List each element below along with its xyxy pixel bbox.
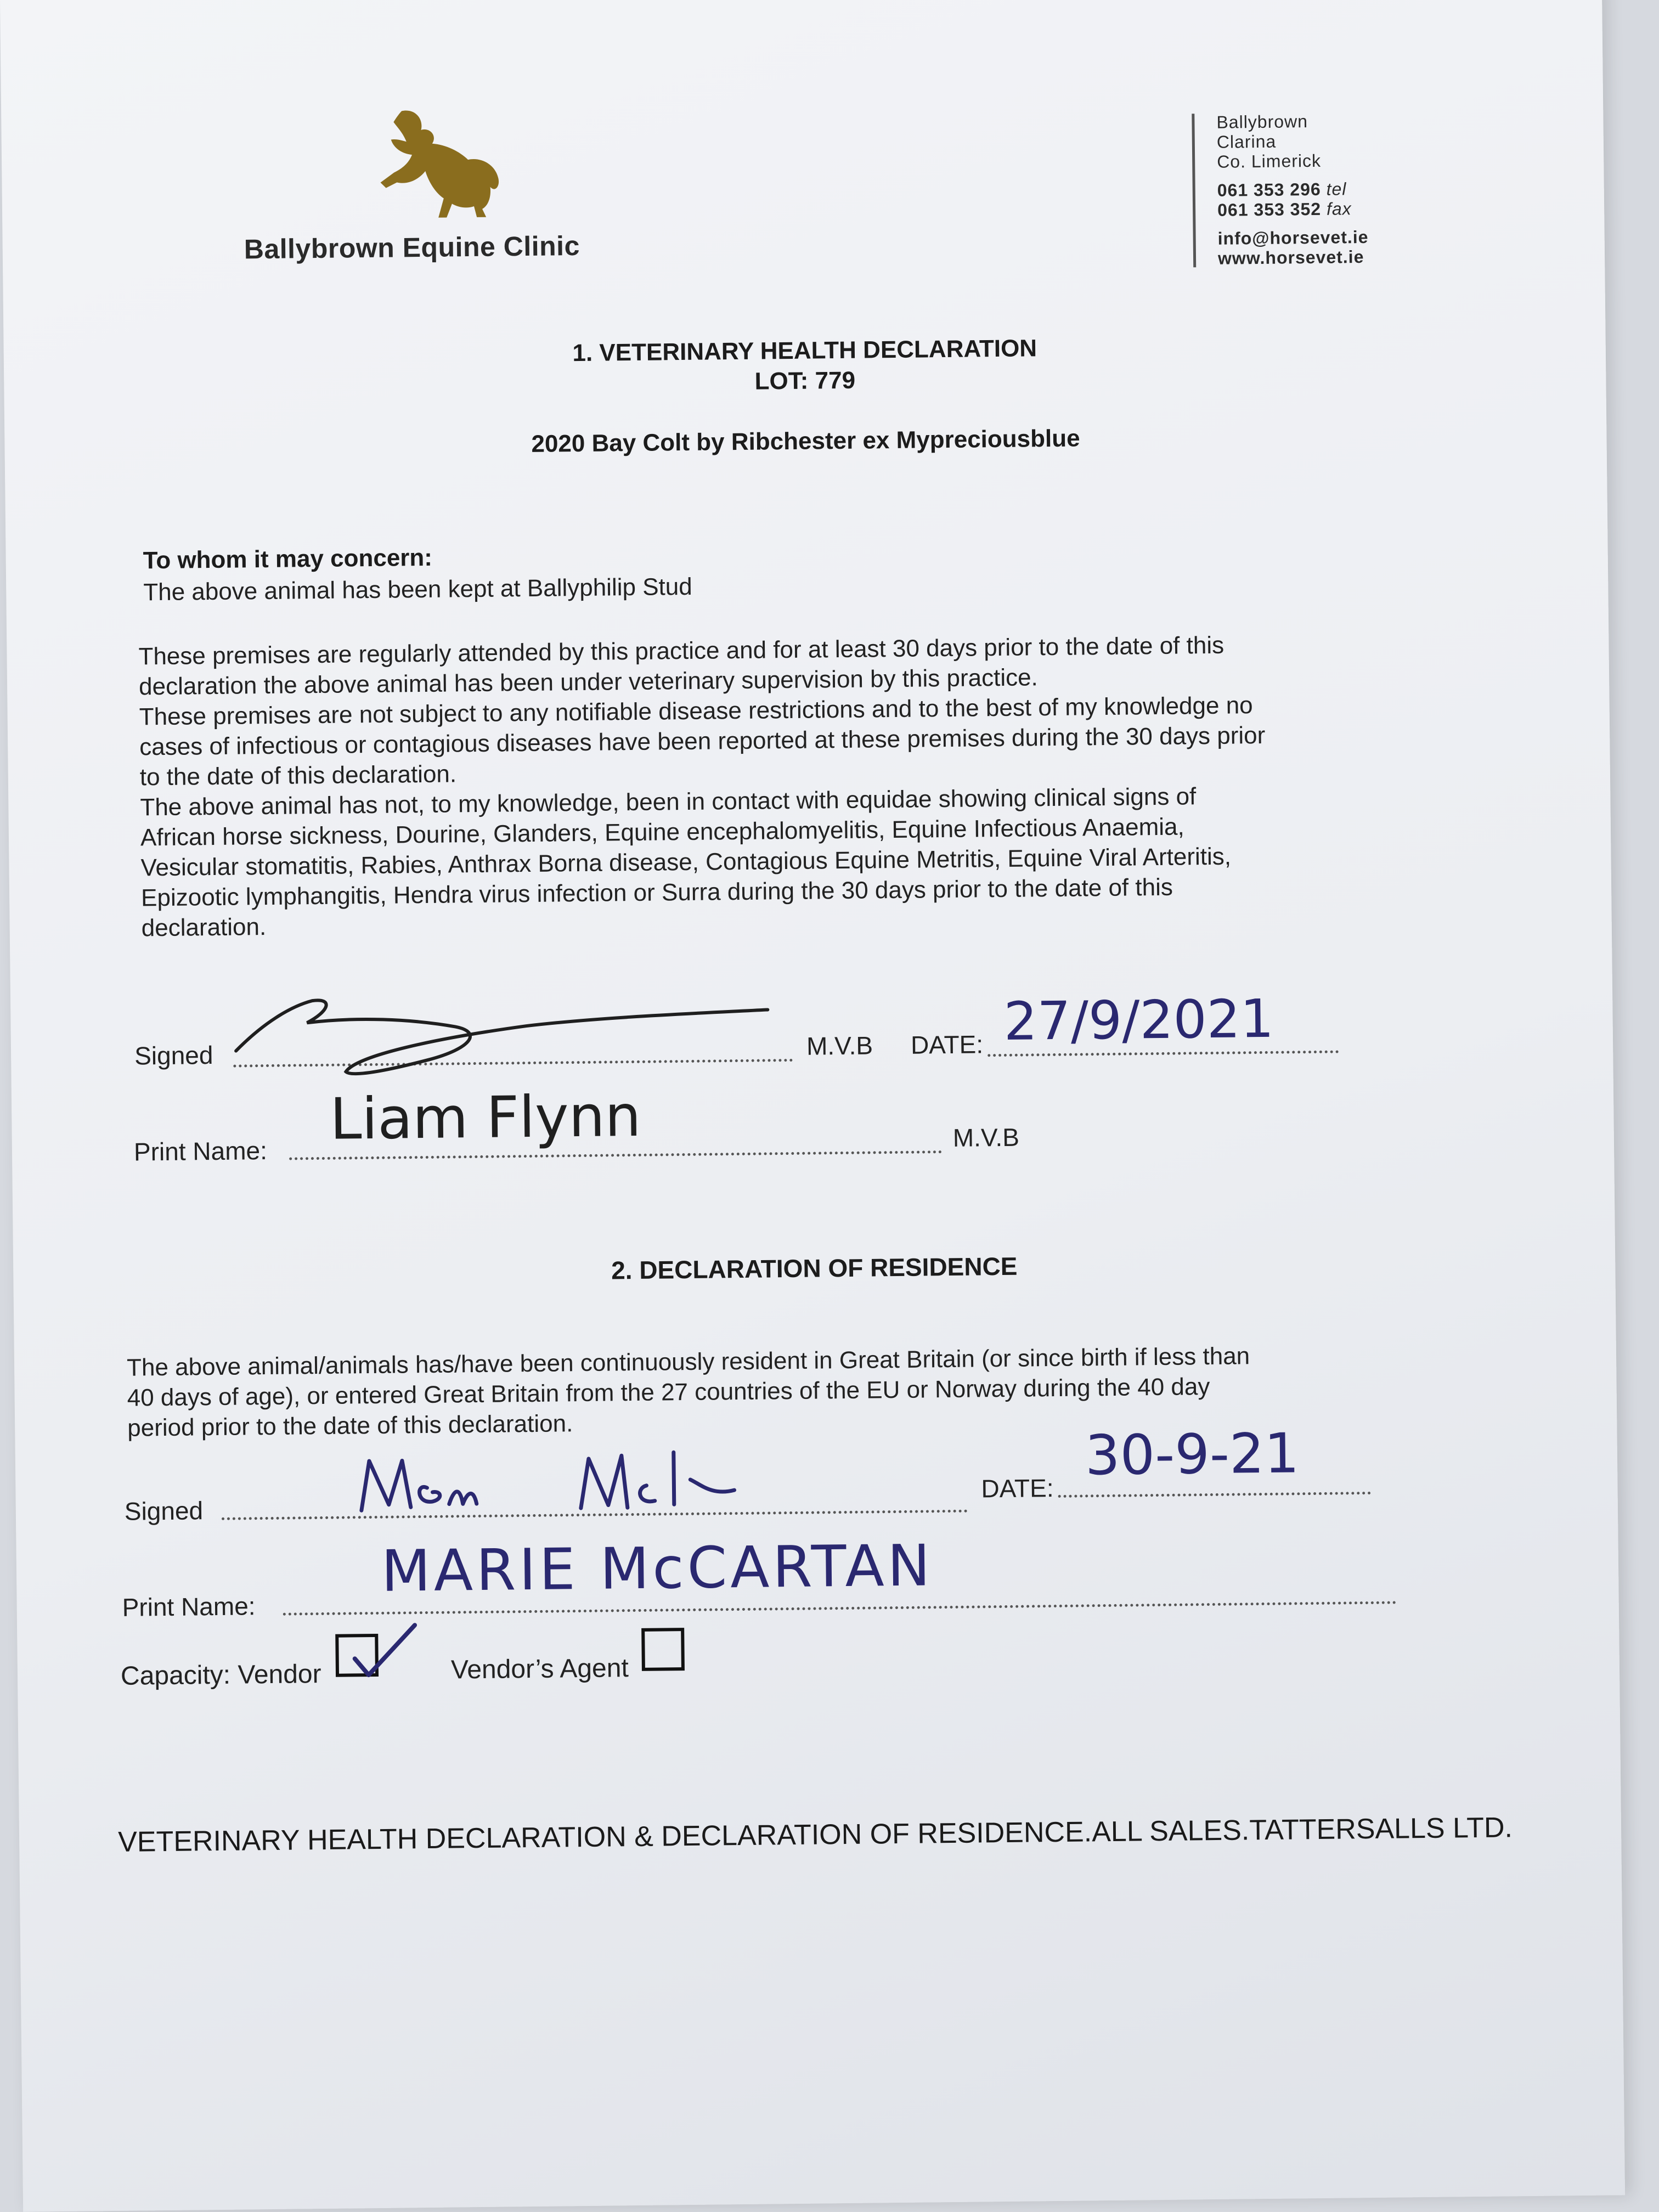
website: www.horsevet.ie: [1217, 246, 1364, 268]
mvb-label-2: M.V.B: [952, 1122, 1020, 1152]
date-label: DATE:: [910, 1030, 984, 1059]
para-line: The above animal has not, to my knowledge, been in contact with equidae showing clinical signs of: [140, 783, 1197, 821]
para-line: declaration the above animal has been under veterinary supervision by this practice.: [138, 664, 1039, 701]
fax-number: 061 353 352: [1217, 199, 1322, 220]
address-line-1: Ballybrown: [1216, 111, 1308, 132]
kept-at-statement: The above animal has been kept at Ballyphilip Stud: [143, 573, 692, 606]
address-line-3: Co. Limerick: [1217, 150, 1322, 172]
para-line: cases of infectious or contagious diseases have been reported at these premises during the 30 days prior: [139, 721, 1266, 761]
mvb-label: M.V.B: [806, 1031, 873, 1060]
vet-name-handwritten: Liam Flynn: [329, 1082, 642, 1153]
fax-suffix: fax: [1326, 199, 1352, 219]
print-name-label: Print Name:: [133, 1136, 268, 1166]
para-line: period prior to the date of this declaration.: [127, 1410, 573, 1442]
address-line-2: Clarina: [1216, 131, 1277, 152]
para-line: African horse sickness, Dourine, Glanders, Equine encephalomyelitis, Equine Infectious Anaemia,: [140, 813, 1184, 851]
section1-title: 1. VETERINARY HEALTH DECLARATION: [572, 335, 1037, 367]
capacity-label: Capacity: Vendor: [120, 1660, 321, 1691]
rearing-horse-icon: [363, 104, 507, 227]
date-line-2[interactable]: [1058, 1492, 1371, 1498]
para-line: These premises are not subject to any notifiable disease restrictions and to the best of my knowledge no: [139, 692, 1253, 731]
para-line: Vesicular stomatitis, Rabies, Anthrax Borna disease, Contagious Equine Metritis, Equine Viral Arteritis,: [140, 843, 1232, 882]
document-footer: VETERINARY HEALTH DECLARATION & DECLARATION OF RESIDENCE.ALL SALES.TATTERSALLS LTD.: [117, 1812, 1513, 1858]
telephone: [1217, 179, 1347, 200]
tel-number: 061 353 296: [1217, 179, 1321, 200]
date-label-2: DATE:: [981, 1474, 1054, 1503]
para-line: These premises are regularly attended by this practice and for at least 30 days prior to the date of this: [138, 631, 1224, 670]
lot-number: LOT: 779: [754, 366, 856, 395]
print-name-label-2: Print Name:: [122, 1592, 256, 1622]
declaration-paragraph: [138, 628, 1480, 944]
section2-title: 2. DECLARATION OF RESIDENCE: [611, 1251, 1018, 1285]
agent-checkbox[interactable]: [641, 1628, 685, 1671]
tel-suffix: tel: [1326, 179, 1347, 199]
agent-label: Vendor’s Agent: [450, 1654, 629, 1685]
print-name-line[interactable]: [289, 1150, 942, 1160]
vet-signature: [219, 985, 780, 1101]
para-line: Epizootic lymphangitis, Hendra virus infection or Surra during the 30 days prior to the date of this: [140, 873, 1173, 912]
para-line: declaration.: [141, 913, 267, 942]
signed-label: Signed: [134, 1041, 213, 1070]
horse-description: 2020 Bay Colt by Ribchester ex Mypreciousblue: [531, 425, 1080, 458]
para-line: The above animal/animals has/have been continuously resident in Great Britain (or since birth if less than: [126, 1342, 1250, 1381]
clinic-name: Ballybrown Equine Clinic: [244, 230, 580, 265]
address-divider: [1192, 114, 1196, 267]
para-line: to the date of this declaration.: [139, 760, 457, 791]
vendor-date-handwritten: 30-9-21: [1085, 1421, 1300, 1488]
email: info@horsevet.ie: [1217, 227, 1369, 249]
fax: [1217, 199, 1352, 221]
vendor-checkmark: [346, 1620, 424, 1686]
vendor-name-handwritten: MARIE McCARTAN: [381, 1532, 934, 1605]
vendor-signature: [350, 1440, 790, 1527]
signed-label-2: Signed: [124, 1496, 204, 1526]
para-line: 40 days of age), or entered Great Britain from the 27 countries of the EU or Norway during the 40 day: [127, 1373, 1210, 1412]
vet-date-handwritten: 27/9/2021: [1003, 988, 1274, 1052]
greeting: To whom it may concern:: [143, 544, 433, 574]
